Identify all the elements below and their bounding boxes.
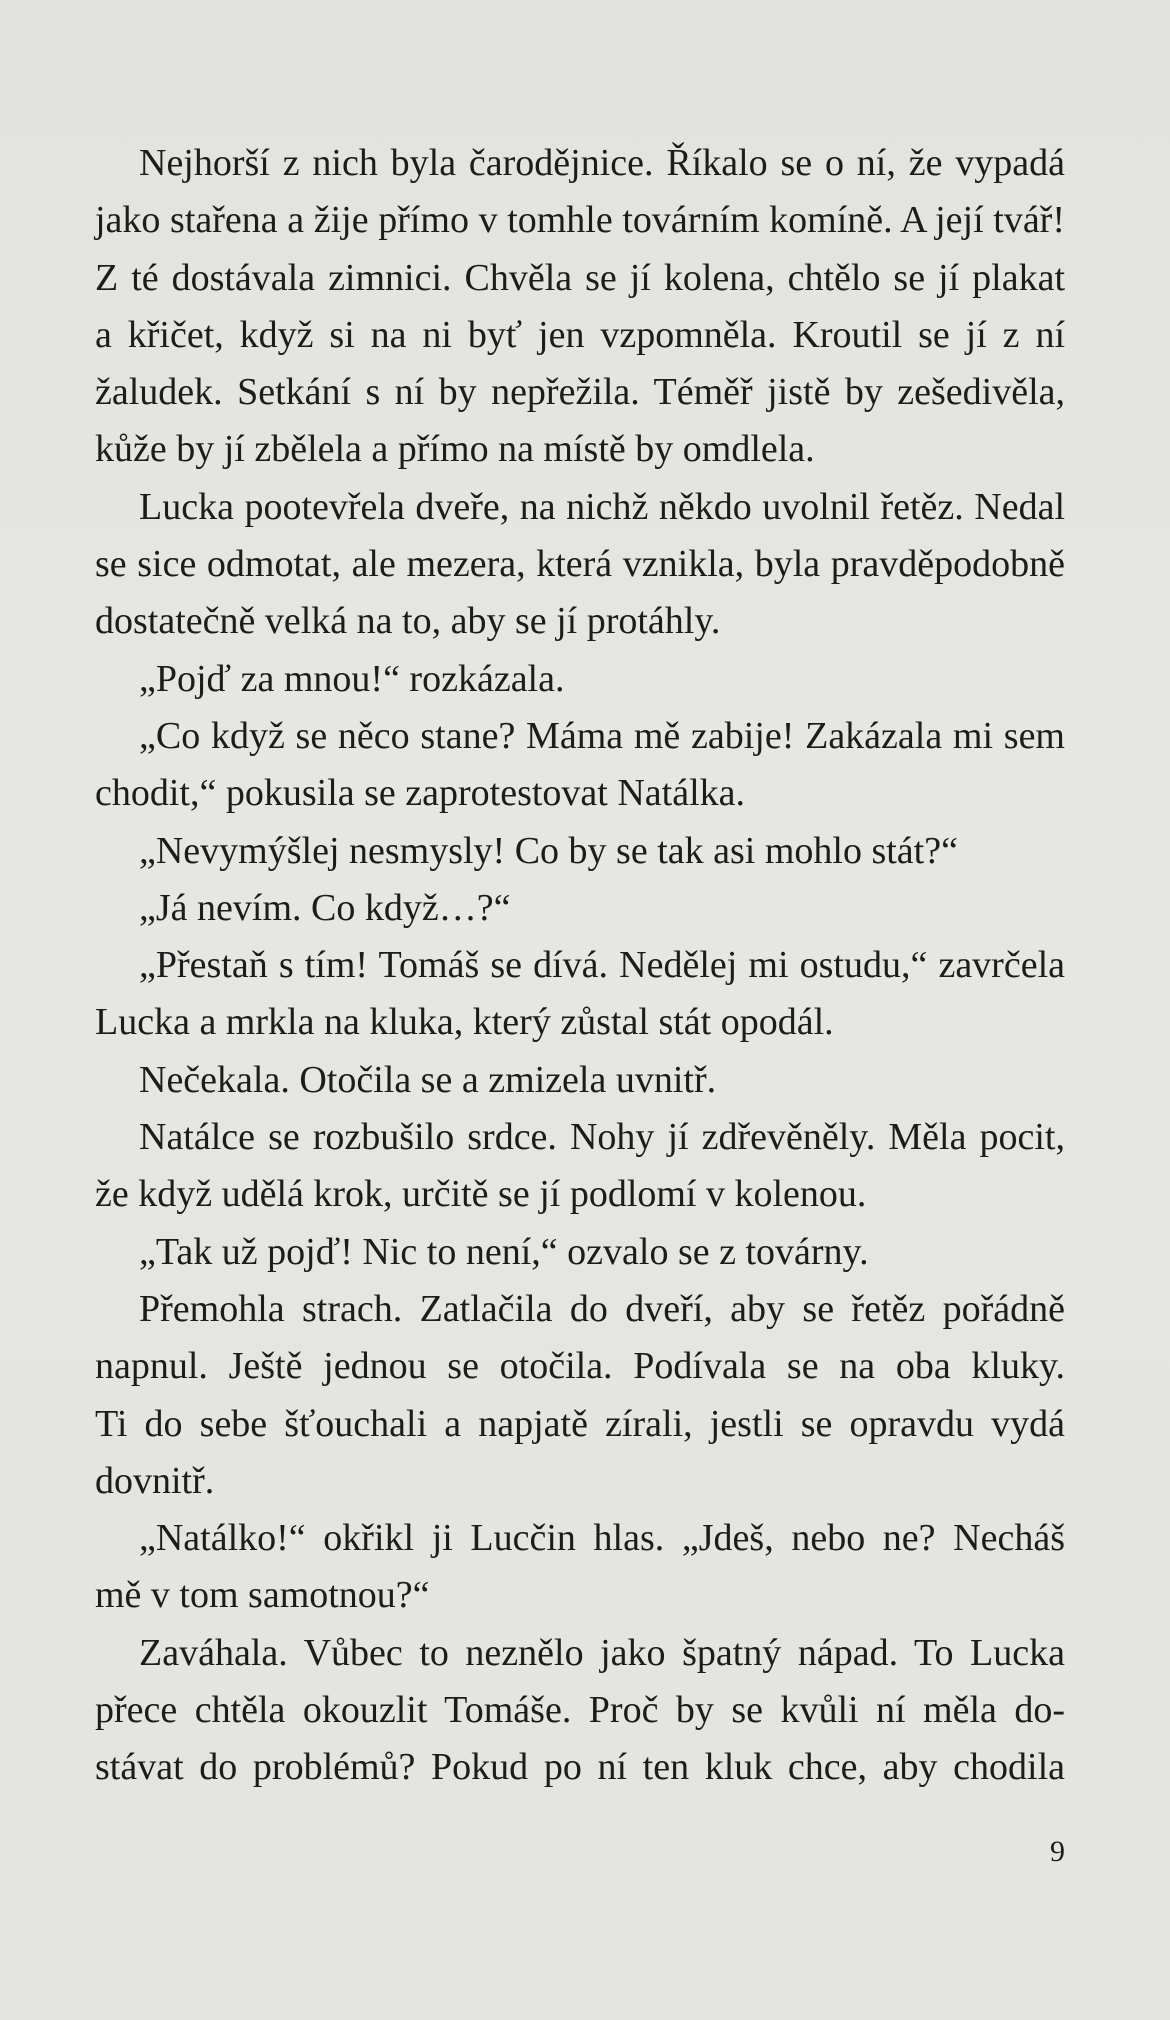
- body-text: [95, 135, 1065, 1797]
- text-line: „Pojď za mnou!“ rozkázala.: [139, 657, 565, 700]
- text-line: Ti do sebe šťouchali a napjatě zírali, jestli se opravdu vydá: [95, 1402, 1065, 1445]
- text-line: dovnitř.: [95, 1459, 215, 1502]
- text-line: „Nevymýšlej nesmysly! Co by se tak asi mohlo stát?“: [139, 829, 958, 872]
- text-line: a křičet, když si na ni byť jen vzpomněla. Kroutil se jí z ní: [95, 313, 1065, 356]
- page-number: 9: [1050, 1835, 1065, 1868]
- text-line: chodit,“ pokusila se zaprotestovat Natálka.: [95, 772, 746, 815]
- text-line: žaludek. Setkání s ní by nepřežila. Téměř jistě by zešedivěla,: [95, 371, 1065, 414]
- text-line: „Já nevím. Co když…?“: [139, 886, 511, 929]
- text-line: „Tak už pojď! Nic to není,“ ozvalo se z továrny.: [139, 1230, 869, 1273]
- text-line: Přemohla strach. Zatlačila do dveří, aby se řetěz pořádně: [139, 1287, 1065, 1330]
- text-line: že když udělá krok, určitě se jí podlomí v kolenou.: [95, 1173, 867, 1216]
- text-line: Nejhorší z nich byla čarodějnice. Říkalo se o ní, že vypadá: [139, 142, 1065, 184]
- text-line: „Co když se něco stane? Máma mě zabije! Zakázala mi sem: [139, 714, 1065, 757]
- text-line: Zaváhala. Vůbec to neznělo jako špatný nápad. To Lucka: [139, 1631, 1065, 1674]
- text-line: přece chtěla okouzlit Tomáše. Proč by se kvůli ní měla do-: [95, 1689, 1065, 1732]
- text-line: kůže by jí zbělela a přímo na místě by omdlela.: [95, 428, 815, 471]
- text-line: Lucka pootevřela dveře, na nichž někdo uvolnil řetěz. Nedal: [139, 485, 1065, 528]
- text-line: se sice odmotat, ale mezera, která vznikla, byla pravděpodobně: [95, 543, 1065, 586]
- text-line: Natálce se rozbušilo srdce. Nohy jí zdřevěněly. Měla pocit,: [139, 1116, 1065, 1159]
- text-line: napnul. Ještě jednou se otočila. Podívala se na oba kluky.: [95, 1345, 1065, 1388]
- text-line: dostatečně velká na to, aby se jí protáhly.: [95, 600, 721, 643]
- text-line: jako stařena a žije přímo v tomhle továrním komíně. A její tvář!: [95, 199, 1065, 242]
- text-line: „Natálko!“ okřikl ji Lucčin hlas. „Jdeš, nebo ne? Necháš: [139, 1517, 1065, 1560]
- text-line: stávat do problémů? Pokud po ní ten kluk chce, aby chodila: [95, 1746, 1065, 1789]
- text-line: Lucka a mrkla na kluka, který zůstal stát opodál.: [95, 1001, 834, 1044]
- text-line: Z té dostávala zimnici. Chvěla se jí kolena, chtělo se jí plakat: [95, 256, 1065, 299]
- text-line: Nečekala. Otočila se a zmizela uvnitř.: [139, 1058, 717, 1101]
- text-line: mě v tom samotnou?“: [95, 1574, 430, 1617]
- text-line: „Přestaň s tím! Tomáš se dívá. Nedělej mi ostudu,“ zavrčela: [139, 944, 1065, 987]
